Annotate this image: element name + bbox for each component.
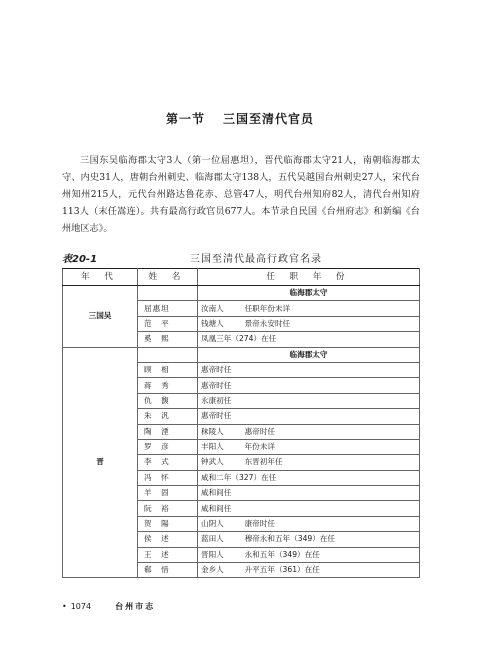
tenure-text: 惠帝时任 [201,411,232,421]
tenure-text: 惠帝时任 [244,426,275,436]
official-name: 贺 陽 [138,516,198,531]
official-origin: 金乡人 [201,565,224,575]
tenure-text: 惠帝时任 [201,380,232,390]
table-title: 三国至清代最高行政官名录 [190,254,322,265]
tenure-text: 咸和二年（327）在任 [201,472,277,482]
section-heading: 三国至清代官员 [223,112,315,126]
official-name: 奚 熙 [138,332,198,347]
official-name: 屈惠坦 [138,301,198,316]
table-header-row [63,269,420,286]
tenure-text: 升平五年（361）在任 [244,565,320,575]
office-subheader: 临海郡太守 [198,347,420,362]
official-name: 阮 裕 [138,501,198,516]
table-subheader-row [63,347,420,362]
tenure-text: 永和五年（349）在任 [244,549,320,559]
tenure-cell [198,563,420,578]
official-origin: 钱塘人 [201,318,224,328]
tenure-cell [198,455,420,470]
official-name: 冯 怀 [138,470,198,485]
official-origin: 汝南人 [201,303,224,313]
tenure-text: 凤凰三年（274）在任 [201,334,277,344]
tenure-text: 任职年份未详 [244,303,291,313]
tenure-cell [198,409,420,424]
table-subheader-row [63,286,420,301]
empty-name-cell [138,286,198,301]
tenure-text: 永康初任 [201,395,232,405]
official-origin: 晋阳人 [201,549,224,559]
page-footer [62,601,155,612]
official-name: 顾 相 [138,362,198,377]
tenure-cell [198,424,420,439]
tenure-cell [198,316,420,331]
official-origin: 丰阳人 [201,442,224,452]
era-cell: 晋 [63,347,138,578]
official-origin: 秣陵人 [201,426,224,436]
official-name: 蒋 秀 [138,378,198,393]
section-number: 第一节 [165,112,205,126]
tenure-cell [198,501,420,516]
official-name: 侯 述 [138,532,198,547]
empty-name-cell [138,347,198,362]
tenure-cell [198,301,420,316]
section-title [0,110,480,127]
tenure-cell [198,332,420,347]
official-origin: 山阴人 [201,519,224,529]
book-title: 台州市志 [115,602,156,611]
officials-table [62,268,420,578]
table-number: 表20-1 [62,254,98,265]
tenure-text: 咸和间任 [201,488,232,498]
official-name: 李 式 [138,455,198,470]
header-era: 年 代 [63,269,138,286]
official-origin: 钟武人 [201,457,224,467]
era-cell: 三国吴 [63,286,138,348]
tenure-text: 年份未详 [244,442,275,452]
footer-bullet: • [62,602,67,611]
tenure-text: 康帝时任 [244,519,275,529]
page-number: 1074 [70,602,92,611]
tenure-cell [198,378,420,393]
tenure-text: 东晋初年任 [244,457,283,467]
tenure-text: 惠帝时任 [201,365,232,375]
official-name: 朱 汎 [138,409,198,424]
header-tenure: 任 职 年 份 [198,269,420,286]
tenure-cell [198,439,420,454]
table-caption [62,250,420,266]
official-name: 郗 愔 [138,563,198,578]
office-subheader: 临海郡太守 [198,286,420,301]
tenure-text: 咸和间任 [201,503,232,513]
table-body [63,286,420,578]
official-name: 罗 彦 [138,439,198,454]
official-origin: 蓝田人 [201,534,224,544]
official-name: 仇 馥 [138,393,198,408]
tenure-cell [198,532,420,547]
official-name: 陶 湮 [138,424,198,439]
tenure-cell [198,470,420,485]
tenure-cell [198,547,420,562]
tenure-cell [198,516,420,531]
tenure-text: 景帝永安时任 [244,318,291,328]
tenure-cell [198,486,420,501]
tenure-cell [198,362,420,377]
header-name: 姓 名 [138,269,198,286]
tenure-text: 穆帝永和五年（349）在任 [244,534,336,544]
official-name: 王 述 [138,547,198,562]
official-name: 范 平 [138,316,198,331]
tenure-cell [198,393,420,408]
intro-paragraph: 三国东吴临海郡太守3人（第一位屈惠坦），晋代临海郡太守21人，南朝临海郡太守、内史31人，唐朝台州刺史、临海郡太守138人，五代吴越国台州刺史27人，宋代台州知州215人，元代台州路达鲁花赤、总管47人，明代台州知府82人，清代台州知府113人（末任嵩连）。共有最高行政官员677人。本节录自民国《台州府志》和新编《台州地区志》。 [62,155,420,234]
official-name: 羊 固 [138,486,198,501]
